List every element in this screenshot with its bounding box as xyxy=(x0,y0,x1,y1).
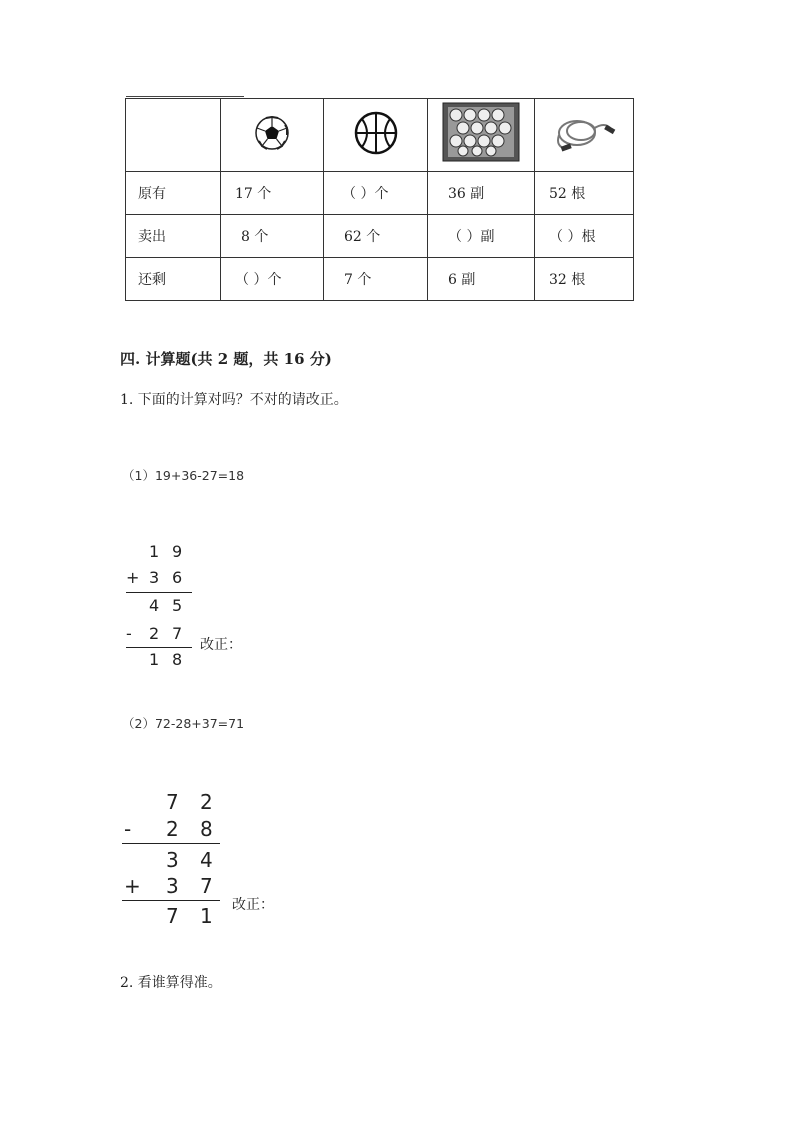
calc-line xyxy=(124,650,192,670)
correction-label: 改正： xyxy=(232,897,274,913)
calc-line xyxy=(120,790,220,814)
table-cell: 8 个 xyxy=(221,215,324,258)
table-cell: （ ）个 xyxy=(324,172,428,215)
question-2-text: 2. 看谁算得准。 xyxy=(120,975,222,991)
calc-line xyxy=(120,874,220,898)
operator: - xyxy=(126,624,132,643)
row-label: 原有 xyxy=(126,172,221,215)
table-cell: （ ）个 xyxy=(221,258,324,301)
jump-rope-icon xyxy=(551,109,617,157)
operator: - xyxy=(124,817,132,841)
vertical-calculation-2 xyxy=(120,790,230,930)
calc-line xyxy=(124,542,192,562)
digit: 1 xyxy=(200,904,213,928)
row-label: 卖出 xyxy=(126,215,221,258)
digit: 6 xyxy=(172,568,183,587)
digit: 4 xyxy=(200,848,213,872)
question-1-text: 1. 下面的计算对吗？不对的请改正。 xyxy=(120,392,348,408)
digit: 2 xyxy=(149,624,160,643)
inventory-table xyxy=(125,98,634,301)
table-cell: 7 个 xyxy=(324,258,428,301)
calc-line xyxy=(124,624,192,644)
table-cell: （ ）副 xyxy=(428,215,535,258)
table-cell: 62 个 xyxy=(324,215,428,258)
digit: 8 xyxy=(172,650,183,669)
result-line xyxy=(126,647,192,648)
part-2-label: （2）72-28+37=71 xyxy=(122,716,245,731)
table-row xyxy=(126,258,634,301)
table-corner-cell xyxy=(126,99,221,172)
table-cell: 52 根 xyxy=(535,172,634,215)
soccer-ball-cell xyxy=(221,99,324,172)
digit: 7 xyxy=(166,790,179,814)
digit: 4 xyxy=(149,596,160,615)
digit: 3 xyxy=(166,848,179,872)
digit: 7 xyxy=(200,874,213,898)
digit: 7 xyxy=(172,624,183,643)
table-cell: （ ）根 xyxy=(535,215,634,258)
calc-line xyxy=(120,904,220,928)
difference-line xyxy=(122,843,220,844)
operator: + xyxy=(126,568,140,587)
jump-rope-cell xyxy=(535,99,634,172)
digit: 8 xyxy=(200,817,213,841)
table-row xyxy=(126,215,634,258)
soccer-ball-icon xyxy=(252,113,292,153)
section-title: 四. 计算题(共 2 题，共 16 分) xyxy=(120,350,332,368)
basketball-icon xyxy=(352,109,400,157)
digit: 2 xyxy=(200,790,213,814)
digit: 3 xyxy=(166,874,179,898)
digit: 7 xyxy=(166,904,179,928)
correction-label: 改正： xyxy=(200,637,242,653)
digit: 9 xyxy=(172,542,183,561)
table-cell: 6 副 xyxy=(428,258,535,301)
calc-line xyxy=(124,596,192,616)
chess-set-cell xyxy=(428,99,535,172)
sum-line xyxy=(126,592,192,593)
digit: 5 xyxy=(172,596,183,615)
row-label: 还剩 xyxy=(126,258,221,301)
calc-line xyxy=(120,817,220,841)
table-top-line xyxy=(126,96,244,97)
digit: 2 xyxy=(166,817,179,841)
calc-line xyxy=(120,848,220,872)
basketball-cell xyxy=(324,99,428,172)
table-image-row xyxy=(126,99,634,172)
table-cell: 32 根 xyxy=(535,258,634,301)
table-cell: 17 个 xyxy=(221,172,324,215)
digit: 1 xyxy=(149,542,160,561)
calc-line xyxy=(124,568,192,588)
part-1-label: （1）19+36-27=18 xyxy=(122,468,245,483)
table-cell: 36 副 xyxy=(428,172,535,215)
digit: 1 xyxy=(149,650,160,669)
operator: + xyxy=(124,874,141,898)
chess-set-icon xyxy=(440,101,522,165)
digit: 3 xyxy=(149,568,160,587)
result-line xyxy=(122,900,220,901)
table-row xyxy=(126,172,634,215)
